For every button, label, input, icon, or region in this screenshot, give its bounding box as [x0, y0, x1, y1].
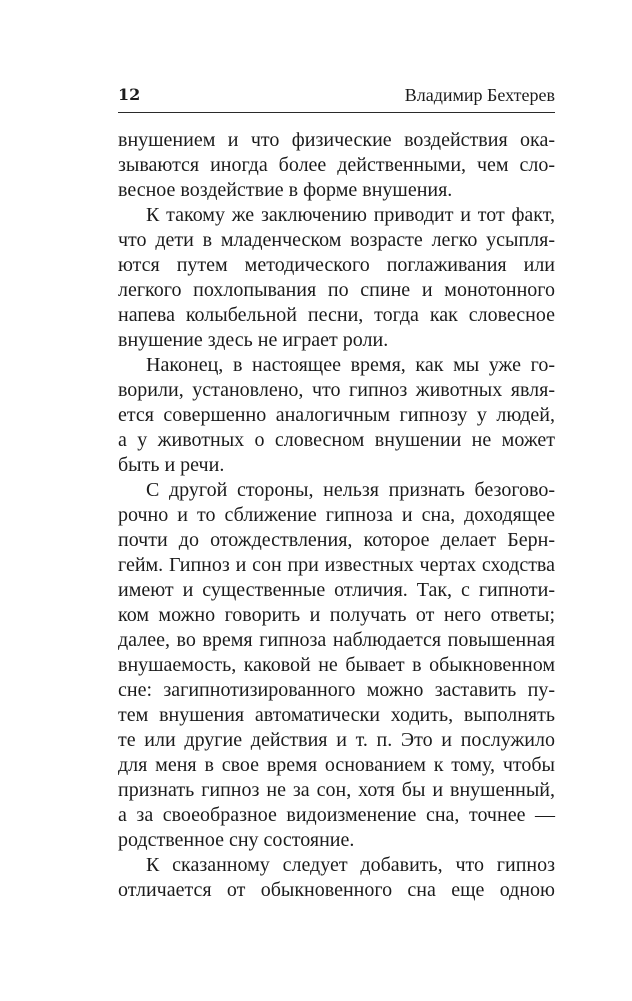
- text-line: тем внушения автоматически ходить, выполнять: [118, 704, 555, 726]
- text-line: напева колыбельной песни, тогда как словесное: [118, 304, 555, 326]
- text-line: рочно и то сближение гипноза и сна, доходящее: [118, 504, 555, 526]
- text-line: а за своеобразное видоизменение сна, точнее —: [118, 804, 555, 826]
- page-header: [118, 84, 555, 112]
- text-line: легкого похлопывания по спине и монотонного: [118, 279, 555, 301]
- text-line: С другой стороны, нельзя признать безогово-: [146, 479, 555, 501]
- text-line: что дети в младенческом возрасте легко усыпля-: [118, 229, 555, 251]
- text-line: ворили, установлено, что гипноз животных явля-: [118, 379, 555, 401]
- text-line: ком можно говорить и получать от него ответы;: [118, 604, 555, 626]
- text-line: внушаемость, каковой не бывает в обыкновенном: [118, 654, 555, 676]
- text-line: отличается от обыкновенного сна еще одною: [118, 879, 555, 901]
- text-line: Наконец, в настоящее время, как мы уже го-: [146, 354, 555, 376]
- text-line: внушение здесь не играет роли.: [118, 329, 389, 351]
- text-line: весное воздействие в форме внушения.: [118, 179, 453, 201]
- text-line: гейм. Гипноз и сон при известных чертах сходства: [118, 554, 555, 576]
- running-head-author: Владимир Бехтерев: [404, 85, 555, 105]
- text-line: ются путем методического поглаживания или: [118, 254, 555, 276]
- text-line: далее, во время гипноза наблюдается повышенная: [118, 629, 555, 651]
- text-line: сне: загипнотизированного можно заставить пу-: [118, 679, 555, 701]
- text-line: зываются иногда более действенными, чем сло-: [118, 154, 555, 176]
- text-line: почти до отождествления, которое делает Берн-: [118, 529, 555, 551]
- text-line: ется совершенно аналогичным гипнозу у людей,: [118, 404, 555, 426]
- text-line: а у животных о словесном внушении не может: [118, 429, 555, 451]
- header-rule: [118, 112, 555, 113]
- text-line: быть и речи.: [118, 454, 225, 476]
- text-line: К сказанному следует добавить, что гипноз: [146, 854, 555, 876]
- text-line: признать гипноз не за сон, хотя бы и внушенный,: [118, 779, 555, 801]
- text-line: родственное сну состояние.: [118, 829, 355, 851]
- text-line: для меня в свое время основанием к тому, чтобы: [118, 754, 555, 776]
- text-line: К такому же заключению приводит и тот факт,: [146, 204, 555, 226]
- text-line: внушением и что физические воздействия ока-: [118, 129, 555, 151]
- text-line: те или другие действия и т. п. Это и послужило: [118, 729, 555, 751]
- text-line: имеют и существенные отличия. Так, с гипноти-: [118, 579, 555, 601]
- page-number: 12: [118, 85, 141, 104]
